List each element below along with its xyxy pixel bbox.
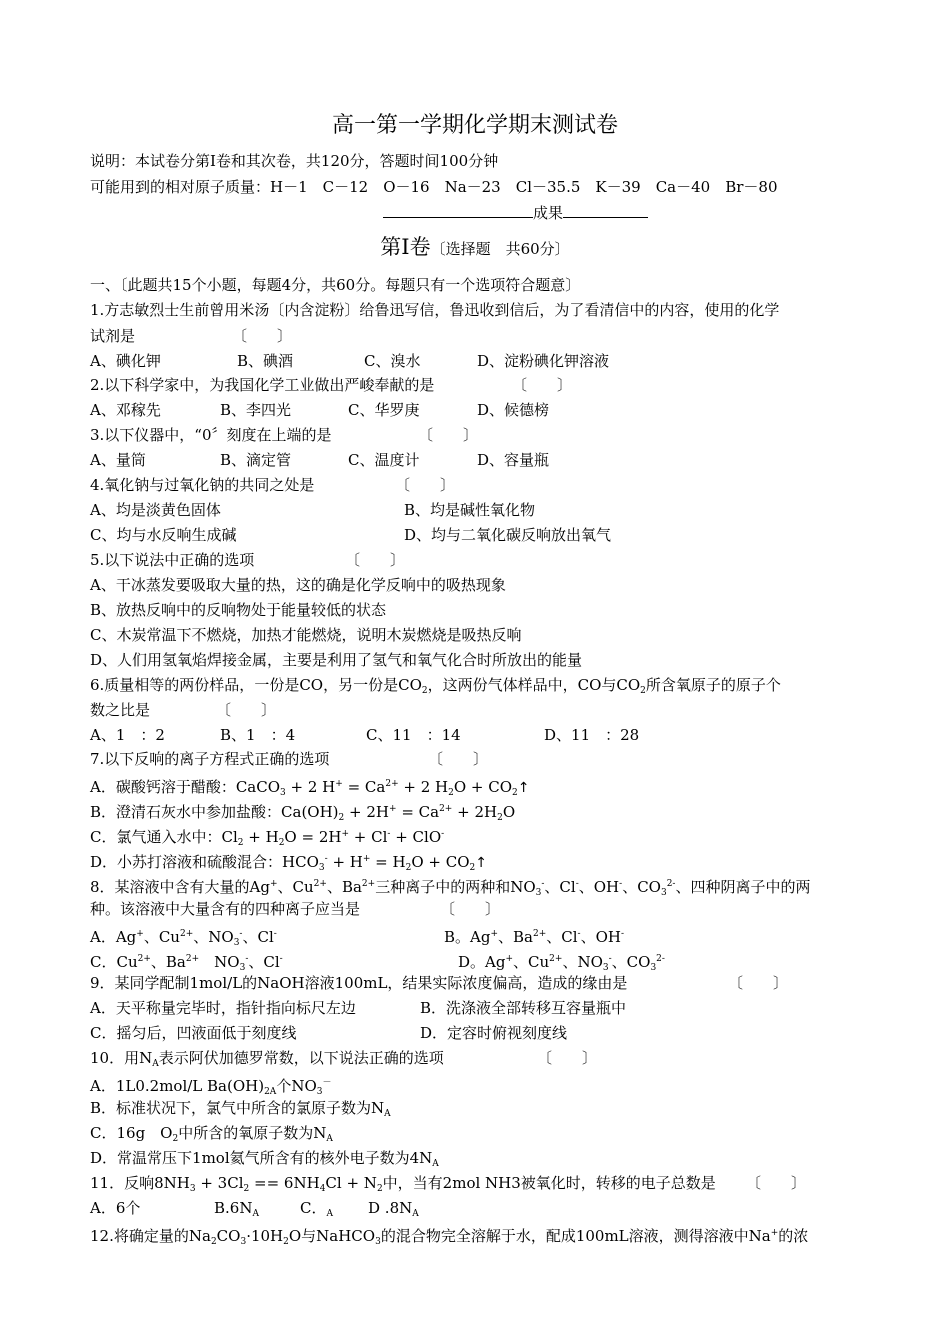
question-1-stem: 1.方志敏烈士生前曾用米汤〔内含淀粉〕给鲁迅写信，鲁迅收到信后，为了看清信中的内容，使用的化学	[90, 301, 780, 319]
q6-option-b: B、1 ：4	[220, 726, 296, 744]
score-blank[interactable]	[563, 201, 648, 218]
q1-option-c: C、溴水	[364, 352, 421, 370]
section-title: 第I卷	[380, 235, 431, 259]
q9-option-c: C．摇匀后，凹液面低于刻度线	[90, 1024, 297, 1042]
question-6-stem-cont: 数之比是	[90, 701, 151, 719]
question-7-answer-bracket[interactable]: 〔 〕	[428, 750, 489, 768]
question-10-answer-bracket[interactable]: 〔 〕	[537, 1049, 598, 1067]
atomic-mass-line: 可能用到的相对原子质量：H－1 C－12 O－16 Na－23 Cl－35.5 K－39 Ca－40 Br－80	[90, 178, 778, 196]
question-4-answer-bracket[interactable]: 〔 〕	[395, 476, 456, 494]
q2-option-a: A、邓稼先	[90, 401, 161, 419]
page-title: 高一第一学期化学期末测试卷	[331, 113, 618, 138]
q3-option-a: A、量筒	[90, 451, 146, 469]
q2-option-d: D、候德榜	[477, 401, 550, 419]
q11-option-b: $B.6N_A$	[214, 1199, 259, 1219]
question-12-stem: 12.将确定量的$Na_2CO_3\cdot 10H_2O$与NaHCO$_3$的混合物完全溶解于水，配成100mL溶液，测得溶液中Na+的浓	[90, 1227, 809, 1247]
q11-option-a: A．6个	[90, 1199, 141, 1217]
question-2-stem: 2.以下科学家中，为我国化学工业做出严峻奉献的是	[90, 376, 435, 394]
question-11-answer-bracket[interactable]: 〔 〕	[746, 1174, 807, 1192]
question-1-answer-bracket[interactable]: 〔 〕	[232, 327, 293, 345]
q11-option-c: C．$_A$	[300, 1199, 333, 1219]
q8-option-c: C．$Cu^{2+}$、$Ba^{2+}$ $NO_3^-$、Cl-	[90, 953, 283, 973]
q9-option-b: B．洗涤液全部转移互容量瓶中	[420, 999, 627, 1017]
q6-option-c: C、11 ：14	[366, 726, 461, 744]
section-intro: 一、〔此题共15个小题，每题4分，共60分。每题只有一个选项符合题意〕	[90, 276, 581, 294]
q4-option-b: B、均是碱性氧化物	[404, 501, 536, 519]
gas-arrow-icon: ↑	[517, 780, 530, 796]
question-8-answer-bracket[interactable]: 〔 〕	[440, 900, 501, 918]
q5-option-a: A、干冰蒸发要吸取大量的热，这的确是化学反响中的吸热现象	[90, 576, 506, 594]
question-6-answer-bracket[interactable]: 〔 〕	[216, 701, 277, 719]
q6-option-d: D、11 ：28	[544, 726, 640, 744]
q3-option-b: B、滴定管	[220, 451, 292, 469]
q4-option-c: C、均与水反响生成碱	[90, 526, 237, 544]
q7-option-c: C．氯气通入水中：$Cl_2 + H_2O = 2H^+ + Cl^- + ClO^-$	[90, 828, 445, 848]
question-3-stem: 3.以下仪器中，“0〞刻度在上端的是	[90, 426, 332, 444]
score-label: 成果	[533, 204, 564, 222]
q4-option-d: D、均与二氧化碳反响放出氧气	[404, 526, 612, 544]
question-2-answer-bracket[interactable]: 〔 〕	[512, 376, 573, 394]
q5-option-b: B、放热反响中的反响物处于能量较低的状态	[90, 601, 387, 619]
exam-note: 说明：本试卷分第I卷和其次卷，共120分，答题时间100分钟	[90, 152, 499, 170]
q7-option-b: B．澄清石灰水中参加盐酸：$Ca(OH)_2 + 2H^+ = Ca^{2+} + 2H_2O$	[90, 803, 516, 823]
q1-option-b: B、碘酒	[237, 352, 294, 370]
q11-option-d: D $.8N_A$	[368, 1199, 419, 1219]
score-line	[383, 201, 648, 223]
question-6-stem: 6.质量相等的两份样品，一份是CO，另一份是$CO_2$，这两份气体样品中，CO与$CO_2$所含氧原子的原子个	[90, 676, 781, 696]
q10-option-d: D．常温常压下1mol氦气所含有的核外电子数为$4N_A$	[90, 1149, 439, 1169]
q3-option-c: C、温度计	[348, 451, 420, 469]
question-7-stem: 7.以下反响的离子方程式正确的选项	[90, 750, 330, 768]
question-8-stem-cont: 种。该溶液中大量含有的四种离子应当是	[90, 900, 361, 918]
q7-option-a: A．碳酸钙溶于醋酸：CaCO$_3$ + 2 $H^+ = Ca^{2+} + 2$ $H_2O$ + $CO_2↑$	[90, 778, 530, 798]
q10-option-c: C．16g $O_2$中所含的氧原子数为$N_A$	[90, 1124, 333, 1144]
question-10-stem: 10．用$N_A$表示阿伏加德罗常数，以下说法正确的选项	[90, 1049, 444, 1069]
q5-option-c: C、木炭常温下不燃烧，加热才能燃烧，说明木炭燃烧是吸热反响	[90, 626, 522, 644]
section-heading	[0, 233, 950, 263]
q10-option-b: B．标准状况下，氯气中所含的氯原子数为$N_A$	[90, 1099, 391, 1119]
question-11-stem: 11．反响$8NH_3 + 3Cl_2 == 6NH_4Cl + N_2$中，当有2mol NH3被氧化时，转移的电子总数是	[90, 1174, 716, 1194]
name-blank[interactable]	[383, 201, 533, 218]
q5-option-d: D、人们用氢氧焰焊接金属，主要是利用了氢气和氧气化合时所放出的能量	[90, 651, 583, 669]
q8-option-b: B。Ag+、$Ba^{2+}$、Cl-、OH-	[444, 928, 625, 946]
q4-option-a: A、均是淡黄色固体	[90, 501, 221, 519]
section-note: 〔选择题 共60分〕	[430, 240, 570, 258]
question-4-stem: 4.氧化钠与过氧化钠的共同之处是	[90, 476, 315, 494]
question-9-stem: 9．某同学配制1mol/L的NaOH溶液100mL，结果实际浓度偏高，造成的缘由是	[90, 974, 628, 992]
q1-option-a: A、碘化钾	[90, 352, 161, 370]
question-5-answer-bracket[interactable]: 〔 〕	[345, 551, 406, 569]
q8-option-d: D。Ag+、$Cu^{2+}$、$NO_3^-$、$CO_3^{2-}$	[458, 953, 665, 973]
gas-arrow-icon: ↑	[475, 855, 487, 871]
q2-option-b: B、李四光	[220, 401, 292, 419]
question-9-answer-bracket[interactable]: 〔 〕	[728, 974, 789, 992]
q3-option-d: D、容量瓶	[477, 451, 550, 469]
q7-option-d: D．小苏打溶液和硫酸混合：$HCO_3^- + H^+ = H_2O$ + $CO_2↑$	[90, 853, 487, 873]
q6-option-a: A、1 ：2	[90, 726, 165, 744]
q1-option-d: D、淀粉碘化钾溶液	[477, 352, 610, 370]
q10-option-a: A．1L0.2mol/L $Ba(OH)_{2A}$个$NO_3^-$	[90, 1077, 332, 1097]
q9-option-d: D．定容时俯视刻度线	[420, 1024, 568, 1042]
question-5-stem: 5.以下说法中正确的选项	[90, 551, 255, 569]
q9-option-a: A．天平称量完毕时，指针指向标尺左边	[90, 999, 356, 1017]
q8-option-a: A．Ag+、$Cu^{2+}$、$NO_3^-$、Cl-	[90, 928, 277, 948]
q2-option-c: C、华罗庚	[348, 401, 420, 419]
question-1-stem-cont: 试剂是	[90, 327, 136, 345]
question-3-answer-bracket[interactable]: 〔 〕	[418, 426, 479, 444]
question-8-stem: 8．某溶液中含有大量的Ag+、$Cu^{2+}$、$Ba^{2+}$三种离子中的两种和$NO_3^-$、Cl-、OH-、$CO_3^{2-}$、四种阴离子中的两	[90, 878, 811, 898]
